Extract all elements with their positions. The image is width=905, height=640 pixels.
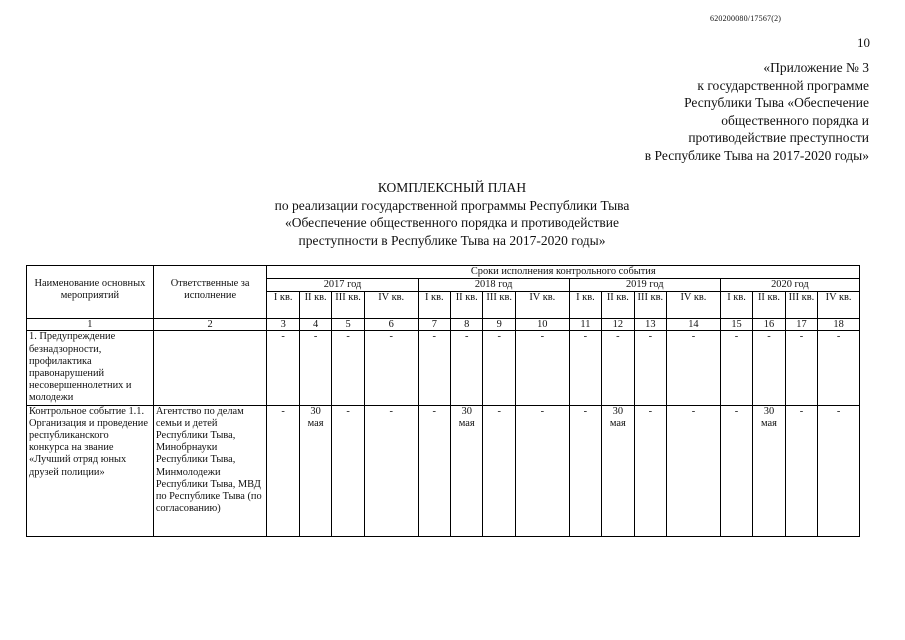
- deadline-cell: 30 мая: [753, 405, 785, 536]
- deadline-cell: -: [602, 331, 634, 405]
- column-number: 10: [515, 319, 569, 331]
- appendix-line: в Республике Тыва на 2017-2020 годы»: [644, 147, 869, 163]
- deadline-cell: -: [483, 405, 515, 536]
- deadline-cell: -: [753, 331, 785, 405]
- deadline-cell: -: [332, 331, 364, 405]
- appendix-line: общественного порядка и: [721, 112, 869, 128]
- quarter-header: III кв.: [332, 292, 364, 319]
- column-number: 3: [267, 319, 299, 331]
- quarter-header: II кв.: [602, 292, 634, 319]
- responsible-cell: [153, 331, 267, 405]
- column-number: 14: [667, 319, 721, 331]
- header-responsible: Ответственные за исполнение: [153, 266, 267, 319]
- column-number: 13: [634, 319, 666, 331]
- quarter-header: IV кв.: [667, 292, 721, 319]
- quarter-header: I кв.: [267, 292, 299, 319]
- appendix-line: Республики Тыва «Обеспечение: [684, 95, 869, 111]
- deadline-cell: -: [818, 405, 860, 536]
- deadline-cell: -: [451, 331, 483, 405]
- quarter-header: IV кв.: [515, 292, 569, 319]
- appendix-line: к государственной программе: [697, 77, 869, 93]
- quarter-header: II кв.: [753, 292, 785, 319]
- appendix-line: «Приложение № 3: [763, 60, 869, 75]
- deadline-cell: -: [267, 331, 299, 405]
- deadline-cell: -: [267, 405, 299, 536]
- quarter-header: I кв.: [418, 292, 450, 319]
- column-number: 9: [483, 319, 515, 331]
- deadline-cell: -: [785, 331, 817, 405]
- deadline-cell: -: [569, 331, 601, 405]
- quarter-header: III кв.: [634, 292, 666, 319]
- header-deadlines: Сроки исполнения контрольного события: [267, 266, 860, 279]
- deadline-cell: -: [818, 331, 860, 405]
- header-activity: Наименование основных мероприятий: [27, 266, 154, 319]
- column-number: 15: [720, 319, 752, 331]
- activity-name: Контрольное событие 1.1. Организация и проведение республиканского конкурса на звание «Лучший отряд юных друзей полиции»: [27, 405, 154, 536]
- header-year-2019: 2019 год: [569, 279, 720, 292]
- title-line: по реализации государственной программы Республики Тыва: [274, 197, 630, 213]
- deadline-cell: -: [785, 405, 817, 536]
- column-number: 1: [27, 319, 154, 331]
- table-row: [27, 405, 860, 536]
- column-number: 5: [332, 319, 364, 331]
- deadline-cell: -: [418, 405, 450, 536]
- column-number: 2: [153, 319, 267, 331]
- column-number: 16: [753, 319, 785, 331]
- column-number: 12: [602, 319, 634, 331]
- deadline-cell: -: [299, 331, 331, 405]
- header-year-2017: 2017 год: [267, 279, 418, 292]
- column-number: 6: [364, 319, 418, 331]
- deadline-cell: -: [332, 405, 364, 536]
- deadline-cell: -: [634, 331, 666, 405]
- deadline-cell: -: [667, 405, 721, 536]
- deadline-cell: -: [634, 405, 666, 536]
- deadline-cell: -: [720, 405, 752, 536]
- title-heading: КОМПЛЕКСНЫЙ ПЛАН: [377, 180, 527, 195]
- deadline-cell: -: [515, 331, 569, 405]
- header-year-2018: 2018 год: [418, 279, 569, 292]
- deadline-cell: 30 мая: [602, 405, 634, 536]
- deadline-cell: 30 мая: [451, 405, 483, 536]
- deadline-cell: -: [364, 405, 418, 536]
- title-line: преступности в Республике Тыва на 2017-2020 годы»: [298, 232, 606, 248]
- quarter-header: I кв.: [569, 292, 601, 319]
- column-number: 17: [785, 319, 817, 331]
- quarter-header: I кв.: [720, 292, 752, 319]
- document-title: [160, 179, 744, 249]
- quarter-header: IV кв.: [364, 292, 418, 319]
- column-number: 7: [418, 319, 450, 331]
- appendix-line: противодействие преступности: [688, 130, 869, 146]
- header-year-2020: 2020 год: [720, 279, 859, 292]
- quarter-header: III кв.: [785, 292, 817, 319]
- deadline-cell: 30 мая: [299, 405, 331, 536]
- deadline-cell: -: [483, 331, 515, 405]
- deadline-cell: -: [515, 405, 569, 536]
- quarter-header: III кв.: [483, 292, 515, 319]
- activity-name: 1. Предупреждение безнадзорности, профилактика правонарушений несовершеннолетних и молодежи: [27, 331, 154, 405]
- deadline-cell: -: [418, 331, 450, 405]
- page-number: 10: [857, 35, 870, 50]
- deadline-cell: -: [569, 405, 601, 536]
- quarter-header: IV кв.: [818, 292, 860, 319]
- column-number: 11: [569, 319, 601, 331]
- table-row: [27, 331, 860, 405]
- appendix-note: [529, 59, 869, 165]
- column-number: 4: [299, 319, 331, 331]
- quarter-header: II кв.: [451, 292, 483, 319]
- deadline-cell: -: [364, 331, 418, 405]
- document-id: 620200080/17567(2): [710, 14, 782, 23]
- deadline-cell: -: [720, 331, 752, 405]
- deadline-cell: -: [667, 331, 721, 405]
- column-number: 18: [818, 319, 860, 331]
- column-number: 8: [451, 319, 483, 331]
- title-line: «Обеспечение общественного порядка и противодействие: [284, 215, 620, 231]
- plan-table: [26, 265, 860, 537]
- responsible-cell: Агентство по делам семьи и детей Республики Тыва, Минобрнауки Республики Тыва, Минмолодежи Республики Тыва, МВД по Республике Тыва (по согласованию): [153, 405, 267, 536]
- quarter-header: II кв.: [299, 292, 331, 319]
